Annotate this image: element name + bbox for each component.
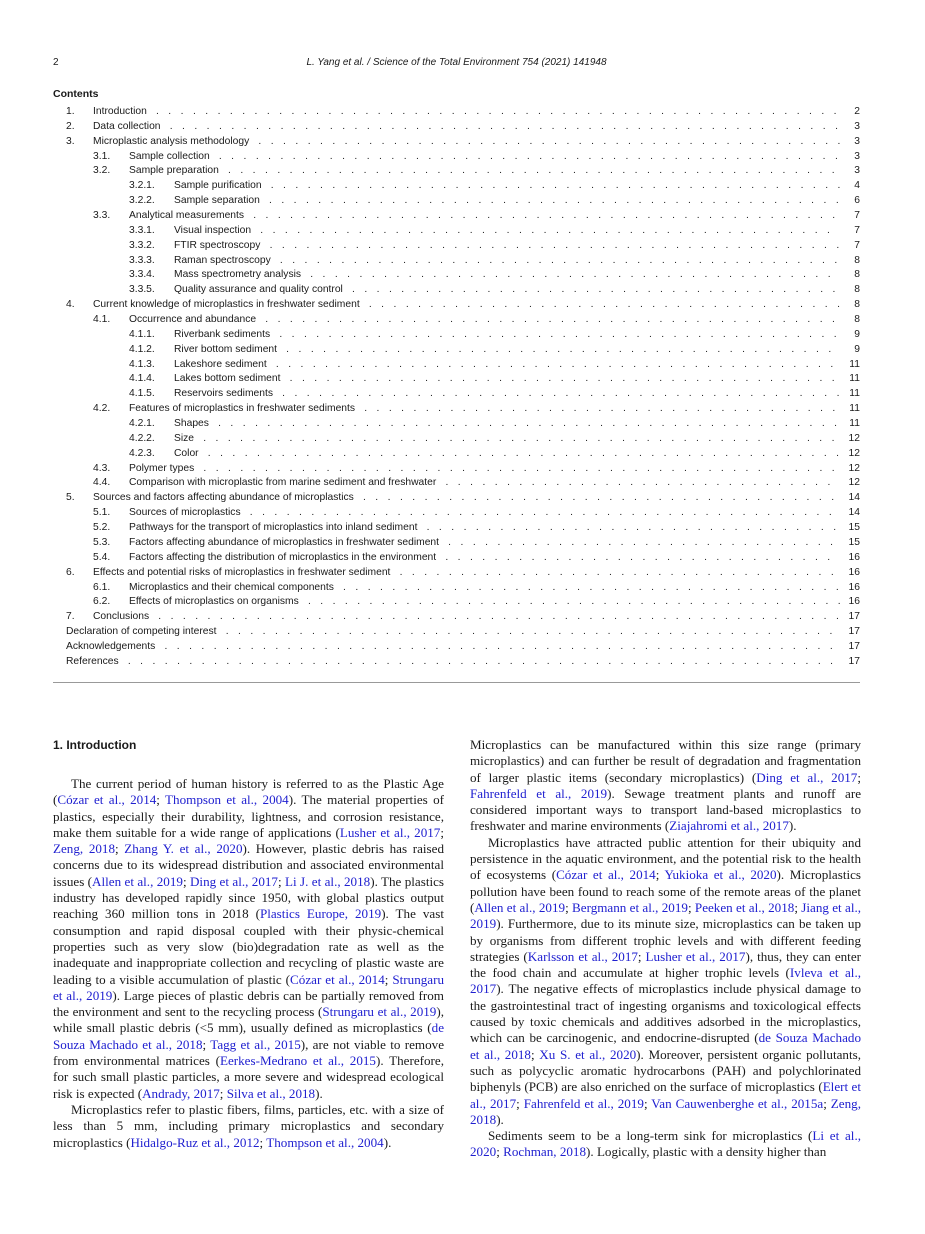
- toc-entry-label[interactable]: Features of microplastics in freshwater sediments . . .: [129, 402, 840, 417]
- text-span: ). Moreover, persistent organic pollutants, such as polycyclic aromatic hydrocarbons (PAH) and polychlorinated biphenyls (PCB) are also enriched on the surface of microplastics (: [470, 1046, 861, 1095]
- toc-entry[interactable]: [53, 254, 860, 269]
- table-of-contents: [53, 105, 860, 670]
- citation-link[interactable]: Plastics Europe, 2019: [259, 906, 382, 922]
- text-span: The current period of human history is referred to as the Plastic Age (: [53, 776, 444, 808]
- toc-entry-number: 5.1.: [93, 507, 111, 519]
- text-span: ;: [440, 824, 444, 840]
- text-span: ;: [219, 1085, 227, 1101]
- toc-entry-number: 4.3.: [93, 462, 111, 474]
- paragraph: [470, 835, 861, 1128]
- toc-entry-label[interactable]: Riverbank sediments . . .: [174, 328, 840, 343]
- toc-entry[interactable]: [53, 417, 860, 432]
- text-span: ;: [277, 873, 285, 889]
- body-column-right: [470, 737, 861, 1161]
- toc-entry-page: 7: [854, 239, 860, 251]
- text-span: ). Microplastics pollution have been found to reach some of the remote areas of the planet (: [470, 867, 862, 915]
- toc-entry-label[interactable]: Mass spectrometry analysis . . .: [174, 268, 840, 283]
- toc-entry-label[interactable]: Raman spectroscopy . . .: [174, 254, 840, 269]
- toc-entry-label[interactable]: References . . .: [66, 655, 840, 670]
- toc-entry-page: 4: [854, 180, 860, 192]
- toc-entry-page: 9: [854, 343, 860, 355]
- toc-entry-label[interactable]: Sources of microplastics . . .: [129, 506, 840, 521]
- toc-entry-page: 17: [848, 611, 860, 623]
- toc-entry[interactable]: [53, 610, 860, 625]
- toc-entry-number: 3.2.2.: [129, 195, 155, 207]
- citation-link[interactable]: Fahrenfeld et al., 2019: [523, 1095, 644, 1111]
- toc-entry-page: 17: [848, 655, 860, 667]
- citation-link[interactable]: Cózar et al., 2014: [556, 867, 656, 883]
- toc-entry[interactable]: [53, 120, 860, 135]
- toc-entry-page: 12: [848, 462, 860, 474]
- toc-entry[interactable]: [53, 194, 860, 209]
- toc-entry-number: 4.: [66, 299, 75, 311]
- toc-entry-label[interactable]: Sample purification . . .: [174, 179, 840, 194]
- toc-entry-label[interactable]: Introduction . . .: [93, 105, 840, 120]
- toc-entry-number: 4.1.5.: [129, 388, 155, 400]
- text-span: ). However, plastic debris has raised concerns due to its widespread distribution and associated environmental issues (: [53, 841, 444, 889]
- toc-entry[interactable]: [53, 135, 860, 150]
- toc-entry-label[interactable]: Factors affecting the distribution of microplastics in the environment . . .: [129, 551, 840, 566]
- citation-link[interactable]: Jiang et al., 2019: [470, 899, 862, 932]
- text-span: ;: [857, 769, 861, 785]
- citation-link[interactable]: Elert et al., 2017: [470, 1079, 861, 1111]
- citation-link[interactable]: Zeng, 2018: [53, 841, 116, 857]
- text-span: ;: [823, 1095, 831, 1111]
- toc-entry-number: 5.4.: [93, 551, 111, 563]
- toc-entry-page: 15: [848, 522, 860, 534]
- citation-link[interactable]: de Souza Machado et al., 2018: [53, 1020, 444, 1052]
- toc-entry[interactable]: [53, 150, 860, 165]
- page-number: 2: [53, 57, 59, 68]
- journal-citation: L. Yang et al. / Science of the Total Environment 754 (2021) 141948: [306, 57, 607, 68]
- toc-entry[interactable]: [53, 566, 860, 581]
- text-span: ). The vast consumption and rapid disposal coupled with their physic-chemical properties such as very slow (bio)degradation rate as well as the inadequate and inappropriate collection and recycling of plastic waste are leading to a visible accumulation of plastic (: [53, 906, 444, 987]
- text-span: Sediments seem to be a long-term sink for microplastics (: [488, 1128, 813, 1144]
- citation-link[interactable]: Cózar et al., 2014: [290, 971, 385, 987]
- toc-entry-page: 3: [854, 135, 860, 147]
- text-span: ;: [384, 971, 393, 987]
- citation-link[interactable]: Zhang Y. et al., 2020: [124, 841, 243, 857]
- toc-entry-number: 7.: [66, 611, 75, 623]
- toc-entry-label[interactable]: Occurrence and abundance . . .: [129, 313, 840, 328]
- citation-link[interactable]: Li J. et al., 2018: [285, 873, 371, 889]
- toc-entry-label[interactable]: Reservoirs sediments . . .: [174, 387, 840, 402]
- text-span: ;: [259, 1134, 267, 1150]
- paragraph: [53, 1102, 444, 1151]
- citation-link[interactable]: Xu S. et al., 2020: [539, 1046, 637, 1062]
- text-span: ;: [643, 1095, 652, 1111]
- toc-entry[interactable]: [53, 506, 860, 521]
- toc-entry-page: 8: [854, 299, 860, 311]
- citation-link[interactable]: Andrady, 2017: [142, 1085, 220, 1101]
- toc-entry-number: 4.2.1.: [129, 418, 155, 430]
- citation-link[interactable]: Lusher et al., 2017: [645, 948, 746, 964]
- toc-entry[interactable]: [53, 491, 860, 506]
- toc-entry-number: 5.3.: [93, 536, 111, 548]
- toc-entry-page: 11: [849, 418, 860, 430]
- toc-entry-page: 8: [854, 254, 860, 266]
- toc-entry-number: 2.: [66, 120, 75, 132]
- citation-link[interactable]: Ziajahromi et al., 2017: [669, 818, 789, 834]
- citation-link[interactable]: Rochman, 2018: [503, 1144, 587, 1160]
- toc-entry-label[interactable]: Quality assurance and quality control . . .: [174, 283, 840, 298]
- text-span: ;: [637, 948, 646, 964]
- toc-entry-page: 16: [848, 566, 860, 578]
- citation-link[interactable]: Bergmann et al., 2019: [572, 899, 688, 915]
- text-span: ;: [516, 1095, 524, 1111]
- toc-entry-number: 3.3.2.: [129, 239, 155, 251]
- toc-entry-page: 7: [854, 224, 860, 236]
- toc-entry-page: 8: [854, 314, 860, 326]
- citation-link[interactable]: Thompson et al., 2004: [165, 792, 289, 808]
- text-span: ;: [202, 1036, 211, 1052]
- text-span: ). Furthermore, due to its minute size, microplastics can be taken up by organisms from different trophic levels and with different feeding strategies (: [470, 916, 861, 964]
- toc-entry[interactable]: [53, 105, 860, 120]
- text-span: ;: [687, 899, 695, 915]
- toc-entry[interactable]: [53, 551, 860, 566]
- toc-entry-number: 5.: [66, 492, 75, 504]
- toc-entry-number: 4.2.: [93, 403, 111, 415]
- text-span: ;: [182, 873, 190, 889]
- toc-entry-label[interactable]: Sample collection . . .: [129, 150, 840, 165]
- toc-entry-number: 6.: [66, 566, 75, 578]
- toc-entry-label[interactable]: Color . . .: [174, 447, 840, 462]
- toc-entry-label[interactable]: Effects and potential risks of microplastics in freshwater sediment . . .: [93, 566, 840, 581]
- toc-entry[interactable]: [53, 209, 860, 224]
- text-span: ). Sewage treatment plants and runoff are considered important ways to transport land-based microplastics to freshwater and marine environments (: [470, 785, 862, 834]
- text-span: ).: [788, 818, 797, 834]
- toc-entry[interactable]: [53, 462, 860, 477]
- citation-link[interactable]: Thompson et al., 2004: [266, 1134, 384, 1150]
- text-span: ;: [156, 792, 166, 808]
- toc-entry-page: 14: [848, 492, 860, 504]
- text-span: Microplastics have attracted public attention for their ubiquity and persistence in the aquatic environment, and the potential risk to the health of ecosystems (: [470, 834, 861, 883]
- text-span: ;: [530, 1046, 540, 1062]
- toc-entry[interactable]: [53, 625, 860, 640]
- toc-entry[interactable]: [53, 640, 860, 655]
- toc-entry-page: 16: [848, 596, 860, 608]
- text-span: ), are not viable to remove from environmental matrices (: [53, 1036, 445, 1069]
- text-span: ).: [315, 1085, 323, 1101]
- paragraph: [470, 737, 861, 835]
- section-heading: 1. Introduction: [53, 738, 137, 752]
- toc-entry-page: 17: [848, 640, 860, 652]
- text-span: ;: [496, 1144, 504, 1160]
- toc-entry-number: 3.3.4.: [129, 269, 155, 281]
- toc-entry-label[interactable]: Conclusions . . .: [93, 610, 840, 625]
- toc-entry[interactable]: [53, 402, 860, 417]
- toc-entry-number: 4.1.2.: [129, 343, 155, 355]
- text-span: Microplastics can be manufactured within this size range (primary microplastics) and can further be result of degradation and fragmentation of larger plastic items (secondary microplastics) (: [470, 737, 861, 785]
- citation-link[interactable]: Peeken et al., 2018: [694, 899, 795, 915]
- text-span: ). The material properties of plastics, especially their durability, lightness, and corrosion resistance, make them suitable for a wide range of applications (: [53, 792, 444, 840]
- toc-entry-page: 16: [848, 551, 860, 563]
- toc-entry-page: 12: [848, 432, 860, 444]
- toc-entry-label[interactable]: Visual inspection . . .: [174, 224, 840, 239]
- toc-entry-page: 8: [854, 284, 860, 296]
- contents-title: Contents: [53, 88, 99, 100]
- toc-entry-page: 7: [854, 210, 860, 222]
- toc-entry[interactable]: [53, 313, 860, 328]
- text-span: ).: [383, 1134, 392, 1150]
- toc-entry-page: 11: [849, 373, 860, 385]
- citation-link[interactable]: Karlsson et al., 2017: [527, 948, 638, 964]
- toc-entry[interactable]: [53, 447, 860, 462]
- citation-link[interactable]: Strungaru et al., 2019: [322, 1004, 437, 1020]
- toc-entry[interactable]: [53, 581, 860, 596]
- toc-entry-label[interactable]: Effects of microplastics on organisms . . .: [129, 595, 840, 610]
- toc-entry[interactable]: [53, 358, 860, 373]
- toc-entry-label[interactable]: River bottom sediment . . .: [174, 343, 840, 358]
- toc-entry-label[interactable]: Polymer types . . .: [129, 462, 840, 477]
- citation-link[interactable]: Silva et al., 2018: [226, 1085, 316, 1101]
- toc-entry-label[interactable]: Sources and factors affecting abundance of microplastics . . .: [93, 491, 840, 506]
- toc-entry-label[interactable]: Lakes bottom sediment . . .: [174, 372, 840, 387]
- text-span: ). The plastics industry has developed rapidly since 1950, with global plastics output reaching 360 million tons in 2018 (: [53, 873, 445, 922]
- paragraph: [53, 776, 444, 1102]
- toc-entry-page: 6: [854, 195, 860, 207]
- toc-entry-number: 4.1.1.: [129, 328, 155, 340]
- toc-entry[interactable]: [53, 387, 860, 402]
- toc-entry-label[interactable]: Current knowledge of microplastics in freshwater sediment . . .: [93, 298, 840, 313]
- citation-link[interactable]: Strungaru et al., 2019: [53, 971, 445, 1003]
- toc-entry[interactable]: [53, 224, 860, 239]
- body-column-left: [53, 737, 444, 1151]
- toc-entry[interactable]: [53, 164, 860, 179]
- text-span: ), thus, they can enter the food chain and accumulate at higher trophic levels (: [470, 948, 861, 981]
- toc-entry-number: 4.1.3.: [129, 358, 155, 370]
- toc-entry-label[interactable]: Shapes . . .: [174, 417, 840, 432]
- toc-entry-label[interactable]: FTIR spectroscopy . . .: [174, 239, 840, 254]
- text-span: ), while small plastic debris (<5 mm), usually defined as microplastics (: [53, 1004, 444, 1036]
- citation-link[interactable]: Allen et al., 2019: [474, 899, 566, 915]
- citation-link[interactable]: Yukioka et al., 2020: [664, 867, 777, 883]
- toc-entry[interactable]: [53, 521, 860, 536]
- toc-entry-number: 3.2.1.: [129, 180, 155, 192]
- paragraph: [470, 1128, 861, 1161]
- text-span: ;: [115, 841, 125, 857]
- toc-entry-page: 3: [854, 165, 860, 177]
- toc-entry-page: 9: [854, 328, 860, 340]
- toc-entry[interactable]: [53, 595, 860, 610]
- toc-entry-number: 4.4.: [93, 477, 111, 489]
- toc-entry[interactable]: [53, 298, 860, 313]
- text-span: ;: [655, 867, 665, 883]
- toc-entry-label[interactable]: Sample preparation . . .: [129, 164, 840, 179]
- toc-entry-number: 3.3.3.: [129, 254, 155, 266]
- citation-link[interactable]: Cózar et al., 2014: [57, 792, 157, 808]
- toc-entry[interactable]: [53, 536, 860, 551]
- toc-entry-label[interactable]: Size . . .: [174, 432, 840, 447]
- citation-link[interactable]: Fahrenfeld et al., 2019: [470, 785, 608, 801]
- toc-entry-page: 12: [848, 447, 860, 459]
- toc-entry-number: 6.2.: [93, 596, 111, 608]
- citation-link[interactable]: Zeng, 2018: [470, 1095, 861, 1127]
- toc-entry-number: 4.2.2.: [129, 432, 155, 444]
- citation-link[interactable]: Ivleva et al., 2017: [470, 965, 861, 997]
- citation-link[interactable]: Tagg et al., 2015: [210, 1036, 301, 1052]
- toc-entry[interactable]: [53, 476, 860, 491]
- toc-entry-page: 3: [854, 120, 860, 132]
- toc-entry[interactable]: [53, 239, 860, 254]
- toc-entry-number: 4.1.: [93, 314, 111, 326]
- citation-link[interactable]: Allen et al., 2019: [92, 873, 183, 889]
- toc-entry-page: 11: [849, 388, 860, 400]
- toc-entry-number: 3.: [66, 135, 75, 147]
- toc-entry-label[interactable]: Comparison with microplastic from marine sediment and freshwater . . .: [129, 476, 840, 491]
- toc-entry[interactable]: [53, 372, 860, 387]
- toc-entry-page: 3: [854, 150, 860, 162]
- toc-entry-number: 4.2.3.: [129, 447, 155, 459]
- toc-entry-page: 16: [848, 581, 860, 593]
- toc-entry[interactable]: [53, 432, 860, 447]
- toc-entry[interactable]: [53, 343, 860, 358]
- toc-entry-label[interactable]: Acknowledgements . . .: [66, 640, 840, 655]
- toc-entry[interactable]: [53, 655, 860, 670]
- toc-entry-label[interactable]: Analytical measurements . . .: [129, 209, 840, 224]
- toc-entry-page: 8: [854, 269, 860, 281]
- toc-entry-number: 4.1.4.: [129, 373, 155, 385]
- text-span: ;: [565, 899, 573, 915]
- toc-entry[interactable]: [53, 328, 860, 343]
- citation-link[interactable]: Ding et al., 2017: [756, 769, 858, 785]
- toc-entry-number: 5.2.: [93, 522, 111, 534]
- toc-entry-number: 3.3.: [93, 210, 111, 222]
- citation-link[interactable]: Van Cauwenberghe et al., 2015a: [651, 1095, 824, 1111]
- citation-link[interactable]: Li et al., 2020: [470, 1128, 861, 1160]
- toc-entry-label[interactable]: Microplastics and their chemical components . . .: [129, 581, 840, 596]
- toc-entry[interactable]: [53, 283, 860, 298]
- citation-link[interactable]: Ding et al., 2017: [189, 873, 278, 889]
- toc-entry-label[interactable]: Pathways for the transport of microplastics into inland sediment . . .: [129, 521, 840, 536]
- citation-link[interactable]: de Souza Machado et al., 2018: [470, 1030, 861, 1062]
- toc-entry-number: 3.3.1.: [129, 224, 155, 236]
- text-span: ).: [496, 1111, 504, 1127]
- text-span: ). Logically, plastic with a density higher than: [586, 1144, 827, 1160]
- text-span: ). Therefore, for such small plastic particles, a more severe and widespread ecological risk is expected (: [53, 1053, 444, 1101]
- toc-entry-label[interactable]: Factors affecting abundance of microplastics in freshwater sediment . . .: [129, 536, 840, 551]
- toc-entry-number: 3.2.: [93, 165, 111, 177]
- toc-entry-page: 11: [849, 403, 860, 415]
- toc-entry-page: 2: [854, 106, 860, 117]
- divider: [53, 682, 860, 683]
- citation-link[interactable]: Eerkes-Medrano et al., 2015: [219, 1053, 376, 1069]
- toc-entry-label[interactable]: Lakeshore sediment . . .: [174, 358, 840, 373]
- citation-link[interactable]: Lusher et al., 2017: [339, 824, 441, 840]
- text-span: ). The negative effects of microplastics include physical damage to the gastrointestinal tract of ingesting organisms and toxicological effects caused by toxic chemicals and additives adsorbed in the microplastics, which can be carcinogenic, and endocrine-disrupted (: [470, 981, 861, 1046]
- citation-link[interactable]: Hidalgo-Ruz et al., 2012: [130, 1134, 260, 1150]
- text-span: ). Large pieces of plastic debris can be partially removed from the environment and sent to the recycling process (: [53, 987, 444, 1020]
- toc-entry-number: 1.: [66, 106, 75, 117]
- toc-entry-label[interactable]: Declaration of competing interest . . .: [66, 625, 840, 640]
- toc-entry-page: 11: [849, 358, 860, 370]
- toc-entry[interactable]: [53, 179, 860, 194]
- toc-entry-number: 6.1.: [93, 581, 111, 593]
- text-span: Microplastics refer to plastic fibers, films, particles, etc. with a size of less than 5 mm, including primary microplastics and secondary microplastics (: [53, 1101, 444, 1150]
- toc-entry-page: 14: [848, 507, 860, 519]
- toc-entry-number: 3.1.: [93, 150, 111, 162]
- toc-entry-number: 3.3.5.: [129, 284, 155, 296]
- toc-entry-page: 12: [848, 477, 860, 489]
- toc-entry-label[interactable]: Sample separation . . .: [174, 194, 840, 209]
- toc-entry-page: 15: [848, 536, 860, 548]
- toc-entry-label[interactable]: Microplastic analysis methodology . . .: [93, 135, 840, 150]
- toc-entry-page: 17: [848, 626, 860, 638]
- toc-entry-label[interactable]: Data collection . . .: [93, 120, 840, 135]
- text-span: ;: [794, 899, 802, 915]
- toc-entry[interactable]: [53, 268, 860, 283]
